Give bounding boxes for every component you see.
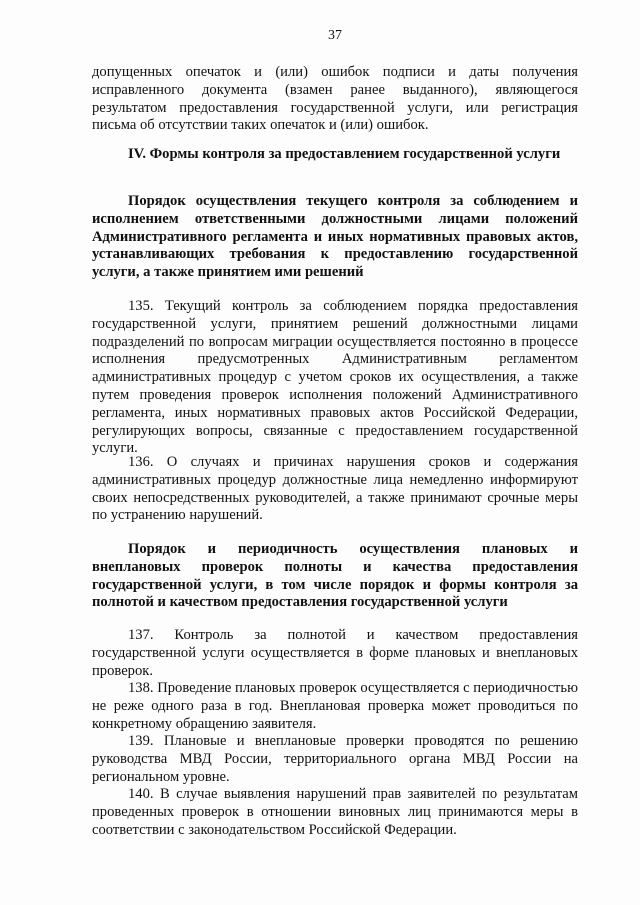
paragraph-137: 137. Контроль за полнотой и качеством предоставления государственной услуги осуществляется в форме плановых и внеплановых проверок.: [92, 627, 578, 679]
subsection-title-current-control: Порядок осуществления текущего контроля за соблюдением и исполнением ответственными должностными лицами положений Административного регламента и иных нормативных правовых актов, устанавливающих требования к предоставлению государственной услуги, а также принятием ими решений: [92, 193, 578, 281]
intro-paragraph: допущенных опечаток и (или) ошибок подписи и даты получения исправленного документа (взамен ранее выданного), являющегося результатом предоставления государственной услуги, или регистрация письма об отсутствии таких опечаток и (или) ошибок.: [92, 64, 578, 134]
paragraph-136: 136. О случаях и причинах нарушения сроков и содержания административных процедур должностные лица немедленно информируют своих непосредственных руководителей, а также принимают срочные меры по устранению нарушений.: [92, 454, 578, 524]
paragraph-139: 139. Плановые и внеплановые проверки проводятся по решению руководства МВД России, территориального органа МВД России на региональном уровне.: [92, 733, 578, 785]
paragraph-138: 138. Проведение плановых проверок осуществляется с периодичностью не реже одного раза в год. Внеплановая проверка может проводиться по конкретному обращению заявителя.: [92, 680, 578, 732]
page-number: 37: [328, 28, 342, 43]
paragraph-140: 140. В случае выявления нарушений прав заявителей по результатам проведенных проверок в отношении виновных лиц принимаются меры в соответствии с законодательством Российской Федерации.: [92, 786, 578, 838]
subsection-title-inspections: Порядок и периодичность осуществления плановых и внеплановых проверок полноты и качества предоставления государственной услуги, в том числе порядок и формы контроля за полнотой и качеством предоставления государственной услуги: [92, 541, 578, 611]
paragraph-135: 135. Текущий контроль за соблюдением порядка предоставления государственной услуги, принятием решений должностными лицами подразделений по вопросам миграции осуществляется постоянно в процессе исполнения предусмотренных Административным регламентом административных процедур с учетом сроков их осуществления, а также путем проведения проверок исполнения положений Административного регламента, иных нормативных правовых актов Российской Федерации, регулирующих вопросы, связанные с предоставлением государственной услуги.: [92, 298, 578, 457]
section-title: IV. Формы контроля за предоставлением государственной услуги: [128, 146, 561, 162]
